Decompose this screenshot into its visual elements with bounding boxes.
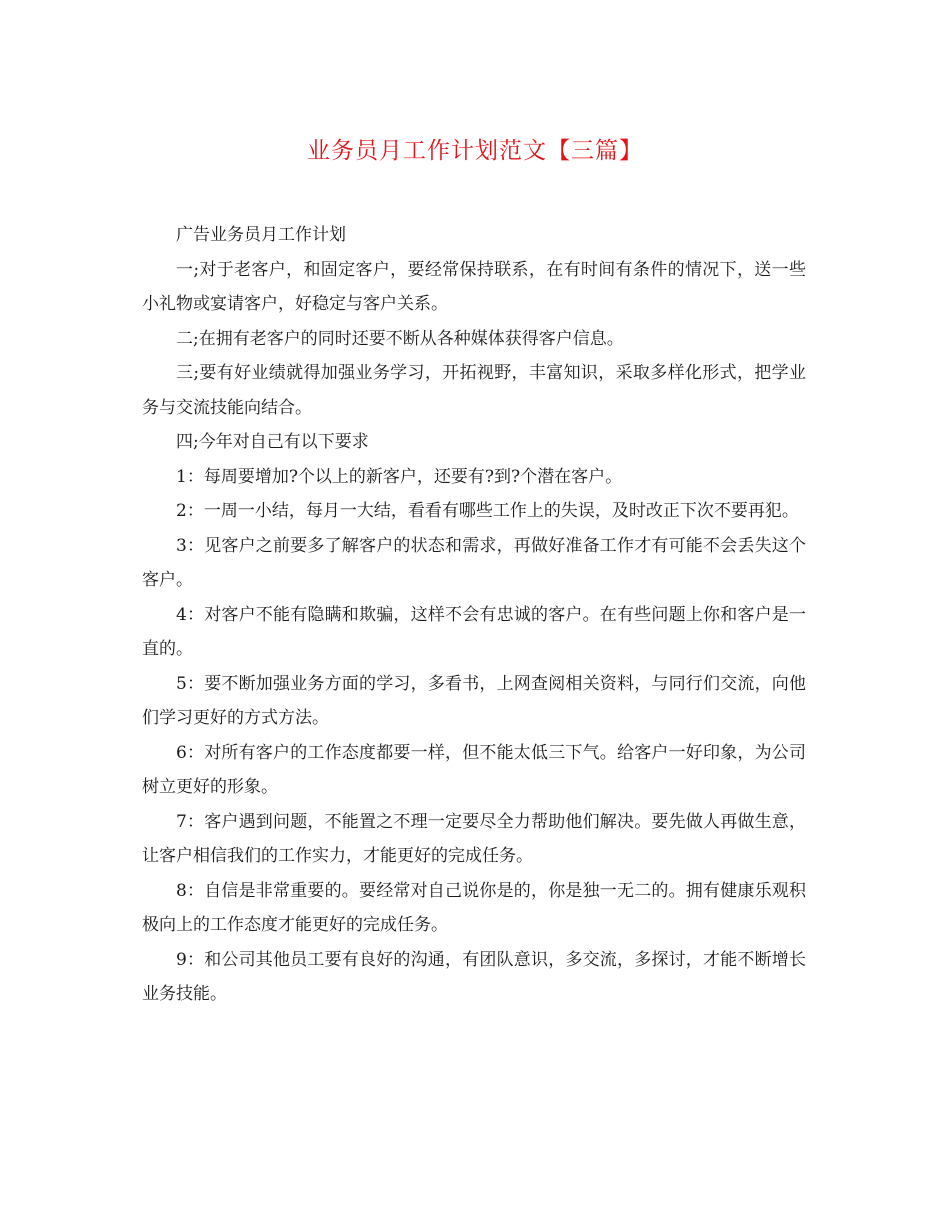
requirement-item-2: 2：一周一小结，每月一大结，看看有哪些工作上的失误，及时改正下次不要再犯。 xyxy=(176,501,799,521)
requirement-item-3: 3：见客户之前要多了解客户的状态和需求，再做好准备工作才有可能不会丢失这个客户。 xyxy=(142,535,806,590)
paragraph-item-4: 四;今年对自己有以下要求 xyxy=(176,432,369,452)
requirement-item-8: 8：自信是非常重要的。要经常对自己说你是的，你是独一无二的。拥有健康乐观积极向上的工作态度才能更好的完成任务。 xyxy=(142,880,806,935)
requirement-item-4: 4：对客户不能有隐瞒和欺骗，这样不会有忠诚的客户。在有些问题上你和客户是一直的。 xyxy=(142,604,806,659)
paragraph-item-3: 三;要有好业绩就得加强业务学习，开拓视野，丰富知识，采取多样化形式，把学业务与交流技能向结合。 xyxy=(142,363,806,418)
requirement-item-5: 5：要不断加强业务方面的学习，多看书，上网查阅相关资料，与同行们交流，向他们学习更好的方式方法。 xyxy=(142,673,806,728)
requirement-item-1: 1：每周要增加?个以上的新客户，还要有?到?个潜在客户。 xyxy=(176,466,623,487)
document-title: 业务员月工作计划范文【三篇】 xyxy=(307,138,643,164)
paragraph-item-1: 一;对于老客户，和固定客户，要经常保持联系，在有时间有条件的情况下，送一些小礼物或宴请客户，好稳定与客户关系。 xyxy=(142,259,806,314)
paragraph-item-2: 二;在拥有老客户的同时还要不断从各种媒体获得客户信息。 xyxy=(176,328,624,349)
requirement-item-6: 6：对所有客户的工作态度都要一样，但不能太低三下气。给客户一好印象，为公司树立更好的形象。 xyxy=(142,742,806,797)
requirement-item-7: 7：客户遇到问题，不能置之不理一定要尽全力帮助他们解决。要先做人再做生意，让客户相信我们的工作实力，才能更好的完成任务。 xyxy=(142,811,806,866)
document-body xyxy=(142,218,806,1012)
requirement-item-9: 9：和公司其他员工要有良好的沟通，有团队意识，多交流，多探讨，才能不断增长业务技能。 xyxy=(142,949,806,1004)
section-heading: 广告业务员月工作计划 xyxy=(176,225,346,245)
